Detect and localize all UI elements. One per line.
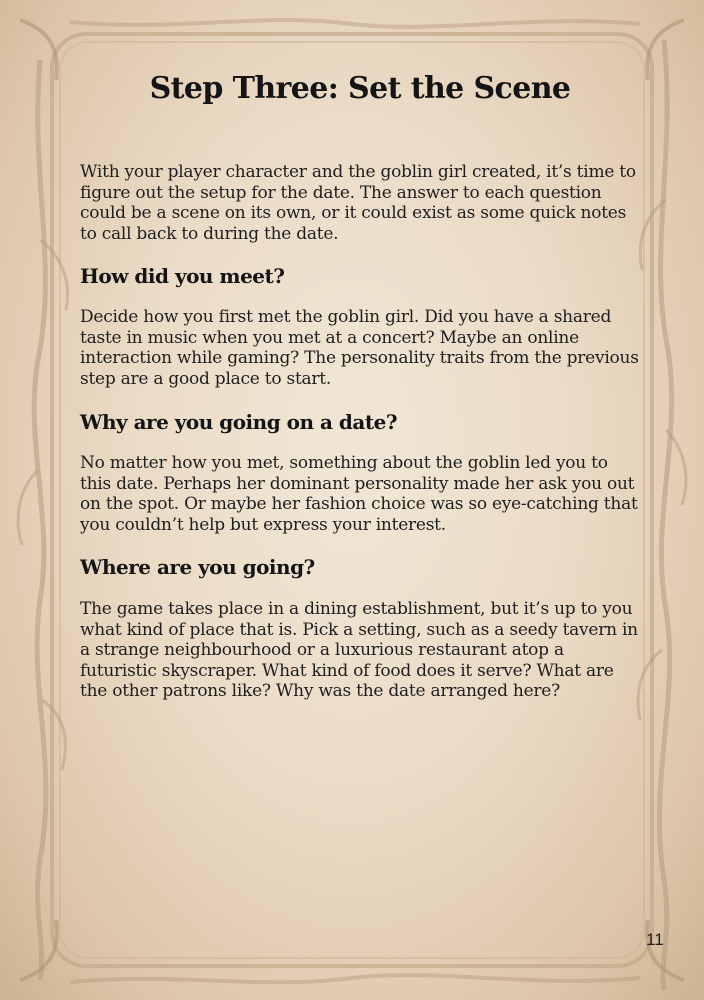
- section-body-where-going: The game takes place in a dining establishment, but it’s up to you what kind of place that is. Pick a setting, such as a seedy tavern in a strange neighbourhood or a luxurious restaurant atop a futuristic skyscraper. What kind of food does it serve? What are the other patrons like? Why was the date arranged here?: [80, 599, 638, 701]
- page-number: 11: [646, 930, 664, 949]
- page-title: Step Three: Set the Scene: [149, 71, 571, 106]
- section-heading-how-did-you-meet: How did you meet?: [80, 264, 285, 288]
- page-content: [80, 60, 640, 702]
- section-heading-why-date: Why are you going on a date?: [80, 410, 398, 434]
- section-heading-where-going: Where are you going?: [80, 555, 315, 579]
- intro-paragraph: With your player character and the goblin girl created, it’s time to figure out the setup for the date. The answer to each question could be a scene on its own, or it could exist as some quick notes to call back to during the date.: [80, 162, 636, 244]
- section-body-how-did-you-meet: Decide how you first met the goblin girl. Did you have a shared taste in music when you met at a concert? Maybe an online interaction while gaming? The personality traits from the previous step are a good place to start.: [80, 307, 639, 389]
- section-body-why-date: No matter how you met, something about the goblin led you to this date. Perhaps her dominant personality made her ask you out on the spot. Or maybe her fashion choice was so eye-catching that you couldn’t help but express your interest.: [80, 453, 638, 535]
